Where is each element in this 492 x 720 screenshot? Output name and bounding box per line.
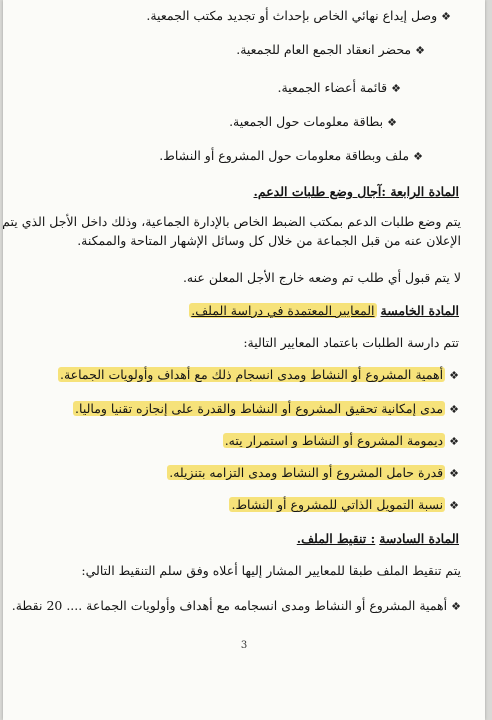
article-4-paragraph-line-1: يتم وضع طلبات الدعم بمكتب الضبط الخاص بالإدارة الجماعية، وذلك داخل الأجل الذي يتم (2, 214, 461, 229)
article-5-intro: تتم دارسة الطلبات باعتماد المعايير التالية: (243, 335, 459, 350)
list-item: ❖ ملف وبطاقة معلومات حول المشروع أو النشاط. (159, 148, 423, 165)
criteria-item (73, 401, 459, 418)
article-6-intro: يتم تنقيط الملف طبقا للمعايير المشار إليها أعلاه وفق سلم التنقيط التالي: (81, 563, 461, 578)
article-6-title-text: : تنقيط الملف. (296, 531, 376, 546)
article-5-title-text: المعايير المعتمدة في دراسة الملف. (191, 303, 375, 318)
criteria-item (223, 433, 459, 450)
article-6-title-label: المادة السادسة (379, 531, 459, 546)
article-5-title (189, 303, 459, 319)
criteria-text: أهمية المشروع أو النشاط ومدى انسجام ذلك مع أهداف وأولويات الجماعة. (59, 367, 444, 382)
article-4-paragraph-line-2: الإعلان عنه من قبل الجماعة من خلال كل وسائل الإشهار المتاحة والممكنة. (77, 233, 461, 248)
criteria-item (229, 497, 459, 514)
list-item: ❖ أهمية المشروع أو النشاط ومدى انسجامه مع أهداف وأولويات الجماعة .... 20 نقطة. (12, 598, 461, 615)
criteria-item (58, 367, 459, 384)
criteria-text: نسبة التمويل الذاتي للمشروع أو النشاط. (231, 497, 444, 512)
page-number: 3 (240, 640, 248, 651)
list-item: ❖ بطاقة معلومات حول الجمعية. (229, 114, 397, 131)
article-4-paragraph-2: لا يتم قبول أي طلب تم وضعه خارج الأجل المعلن عنه. (182, 270, 461, 285)
article-6-title (297, 531, 459, 547)
article-5-title-label: المادة الخامسة (380, 303, 459, 318)
list-item: ❖ وصل إيداع نهائي الخاص بإحداث أو تجديد مكتب الجمعية. (146, 8, 451, 25)
criteria-item (167, 465, 459, 482)
document-page (3, 0, 485, 720)
criteria-text: مدى إمكانية تحقيق المشروع أو النشاط والقدرة على إنجازه تقنيا وماليا. (75, 401, 444, 416)
list-item: ❖ قائمة أعضاء الجمعية. (277, 80, 401, 97)
article-4-title: المادة الرابعة :آجال وضع طلبات الدعم. (253, 184, 459, 199)
criteria-text: ديمومة المشروع أو النشاط و استمرار يته. (224, 433, 444, 448)
list-item: ❖ محضر انعقاد الجمع العام للجمعية. (236, 42, 425, 59)
criteria-text: قدرة حامل المشروع أو النشاط ومدى التزامه بتنزيله. (169, 465, 444, 480)
